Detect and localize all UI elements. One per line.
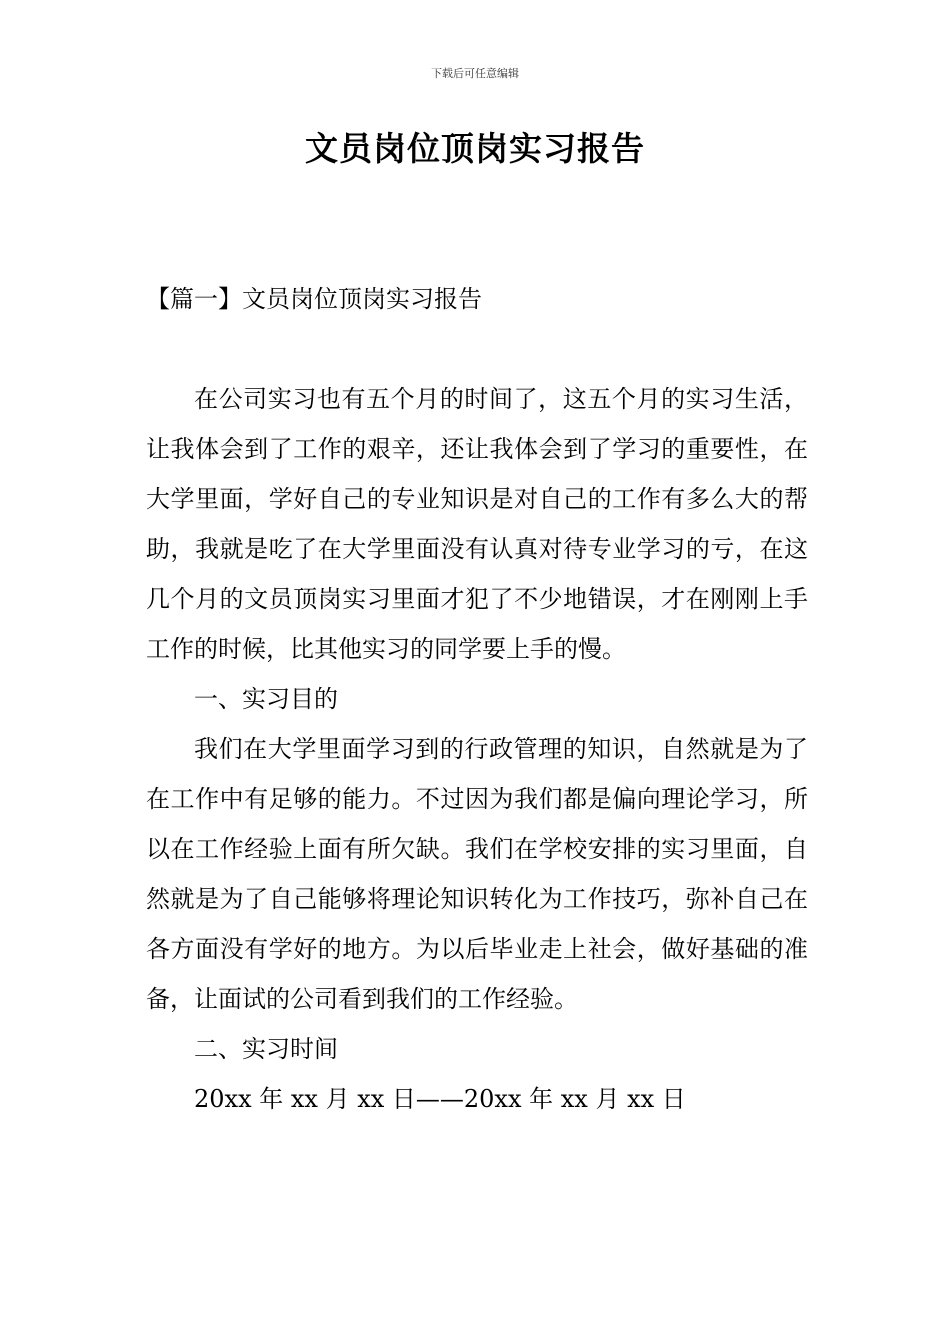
intro-paragraph: 在公司实习也有五个月的时间了，这五个月的实习生活，让我体会到了工作的艰辛，还让我体会到了学习的重要性，在大学里面，学好自己的专业知识是对自己的工作有多么大的帮助，我就是吃了在大学里面没有认真对待专业学习的亏，在这几个月的文员顶岗实习里面才犯了不少地错误，才在刚刚上手工作的时候，比其他实习的同学要上手的慢。: [146, 385, 808, 663]
part1-paragraph: 我们在大学里面学习到的行政管理的知识，自然就是为了在工作中有足够的能力。不过因为我们都是偏向理论学习，所以在工作经验上面有所欠缺。我们在学校安排的实习里面，自然就是为了自己能够将理论知识转化为工作技巧，弥补自己在各方面没有学好的地方。为以后毕业走上社会，做好基础的准备，让面试的公司看到我们的工作经验。: [146, 735, 808, 1013]
section-heading: 【篇一】文员岗位顶岗实习报告: [146, 285, 482, 313]
header-note: 下载后可任意编辑: [431, 67, 519, 80]
part2-heading: 二、实习时间: [194, 1035, 338, 1063]
part2-dates: 20xx 年 xx 月 xx 日——20xx 年 xx 月 xx 日: [194, 1085, 686, 1113]
document-title: 文员岗位顶岗实习报告: [305, 129, 645, 168]
part1-heading: 一、实习目的: [194, 685, 338, 713]
document-body: [146, 374, 808, 1124]
